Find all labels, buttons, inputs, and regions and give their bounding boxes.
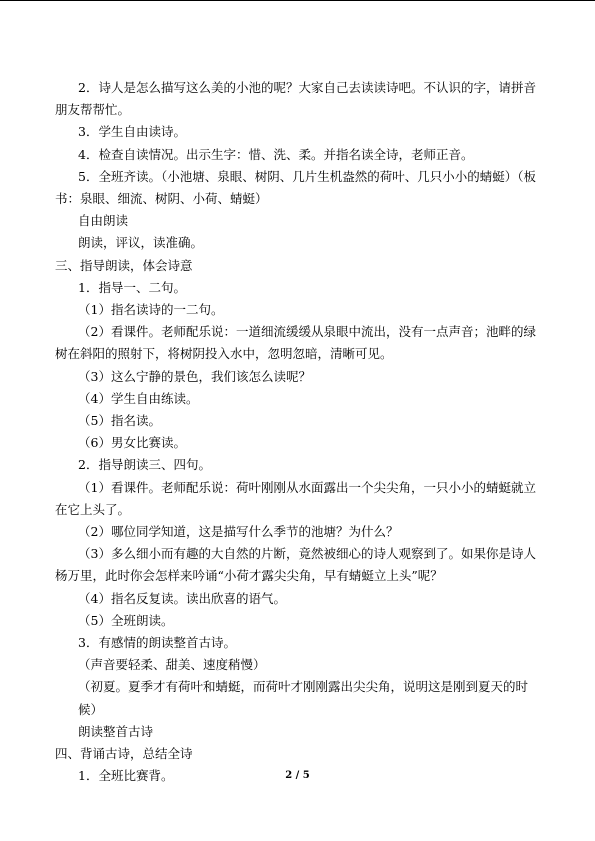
paragraph: 2．指导朗读三、四句。 <box>78 457 211 473</box>
paragraph: （4）指名反复读。读出欣喜的语气。 <box>78 590 286 606</box>
paragraph: （6）男女比赛读。 <box>78 435 186 451</box>
paragraph: （2）哪位同学知道，这是描写什么季节的池塘？为什么？ <box>78 524 399 540</box>
paragraph: 自由朗读 <box>78 213 129 229</box>
paragraph: （4）学生自由练读。 <box>78 390 199 406</box>
paragraph: 1．指导一、二句。 <box>78 279 186 295</box>
paragraph: 三、指导朗读，体会诗意 <box>55 257 193 273</box>
paragraph: 5．全班齐读。（小池塘、泉眼、树阴、几片生机盎然的荷叶、几只小小的蜻蜓）（板书：泉眼、细流、树阴、小荷、蜻蜓） <box>55 168 536 207</box>
paragraph: 朗读整首古诗 <box>78 723 154 739</box>
paragraph: 四、背诵古诗，总结全诗 <box>55 746 193 762</box>
paragraph: （3）这么宁静的景色，我们该怎么读呢？ <box>78 368 311 384</box>
paragraph: （3）多么细小而有趣的大自然的片断，竟然被细心的诗人观察到了。如果你是诗人杨万里，此时你会怎样来吟诵“小荷才露尖尖角，早有蜻蜓立上头”呢？ <box>55 546 536 584</box>
paragraph: （1）看课件。老师配乐说：荷叶刚刚从水面露出一个尖尖角，一只小小的蜻蜓就立在它上头了。 <box>55 479 536 517</box>
paragraph: 2．诗人是怎么描写这么美的小池的呢？大家自己去读读诗吧。不认识的字，请拼音朋友帮帮忙。 <box>55 80 536 118</box>
paragraph: （1）指名读诗的一二句。 <box>78 302 224 318</box>
page-number: 2 / 5 <box>285 770 310 781</box>
paragraph: 4．检查自读情况。出示生字：惜、洗、柔。并指名读全诗，老师正音。 <box>78 146 474 162</box>
paragraph: 3．学生自由读诗。 <box>78 124 186 140</box>
paragraph: （初夏。夏季才有荷叶和蜻蜓，而荷叶才刚刚露出尖尖角，说明这是刚到夏天的时候） <box>78 679 529 717</box>
paragraph: 朗读，评议，读准确。 <box>78 235 204 251</box>
paragraph: 1．全班比赛背。 <box>78 768 174 784</box>
paragraph: （5）指名读。 <box>78 413 161 429</box>
document-body <box>55 77 545 788</box>
header-rule <box>0 0 595 1</box>
paragraph: （5）全班朗读。 <box>78 612 174 628</box>
paragraph: （2）看课件。老师配乐说：一道细流缓缓从泉眼中流出，没有一点声音；池畔的绿树在斜阳的照射下，将树阴投入水中，忽明忽暗，清晰可见。 <box>55 324 536 362</box>
paragraph: （声音要轻柔、甜美、速度稍慢） <box>78 657 266 673</box>
paragraph: 3．有感情的朗读整首古诗。 <box>78 635 236 651</box>
